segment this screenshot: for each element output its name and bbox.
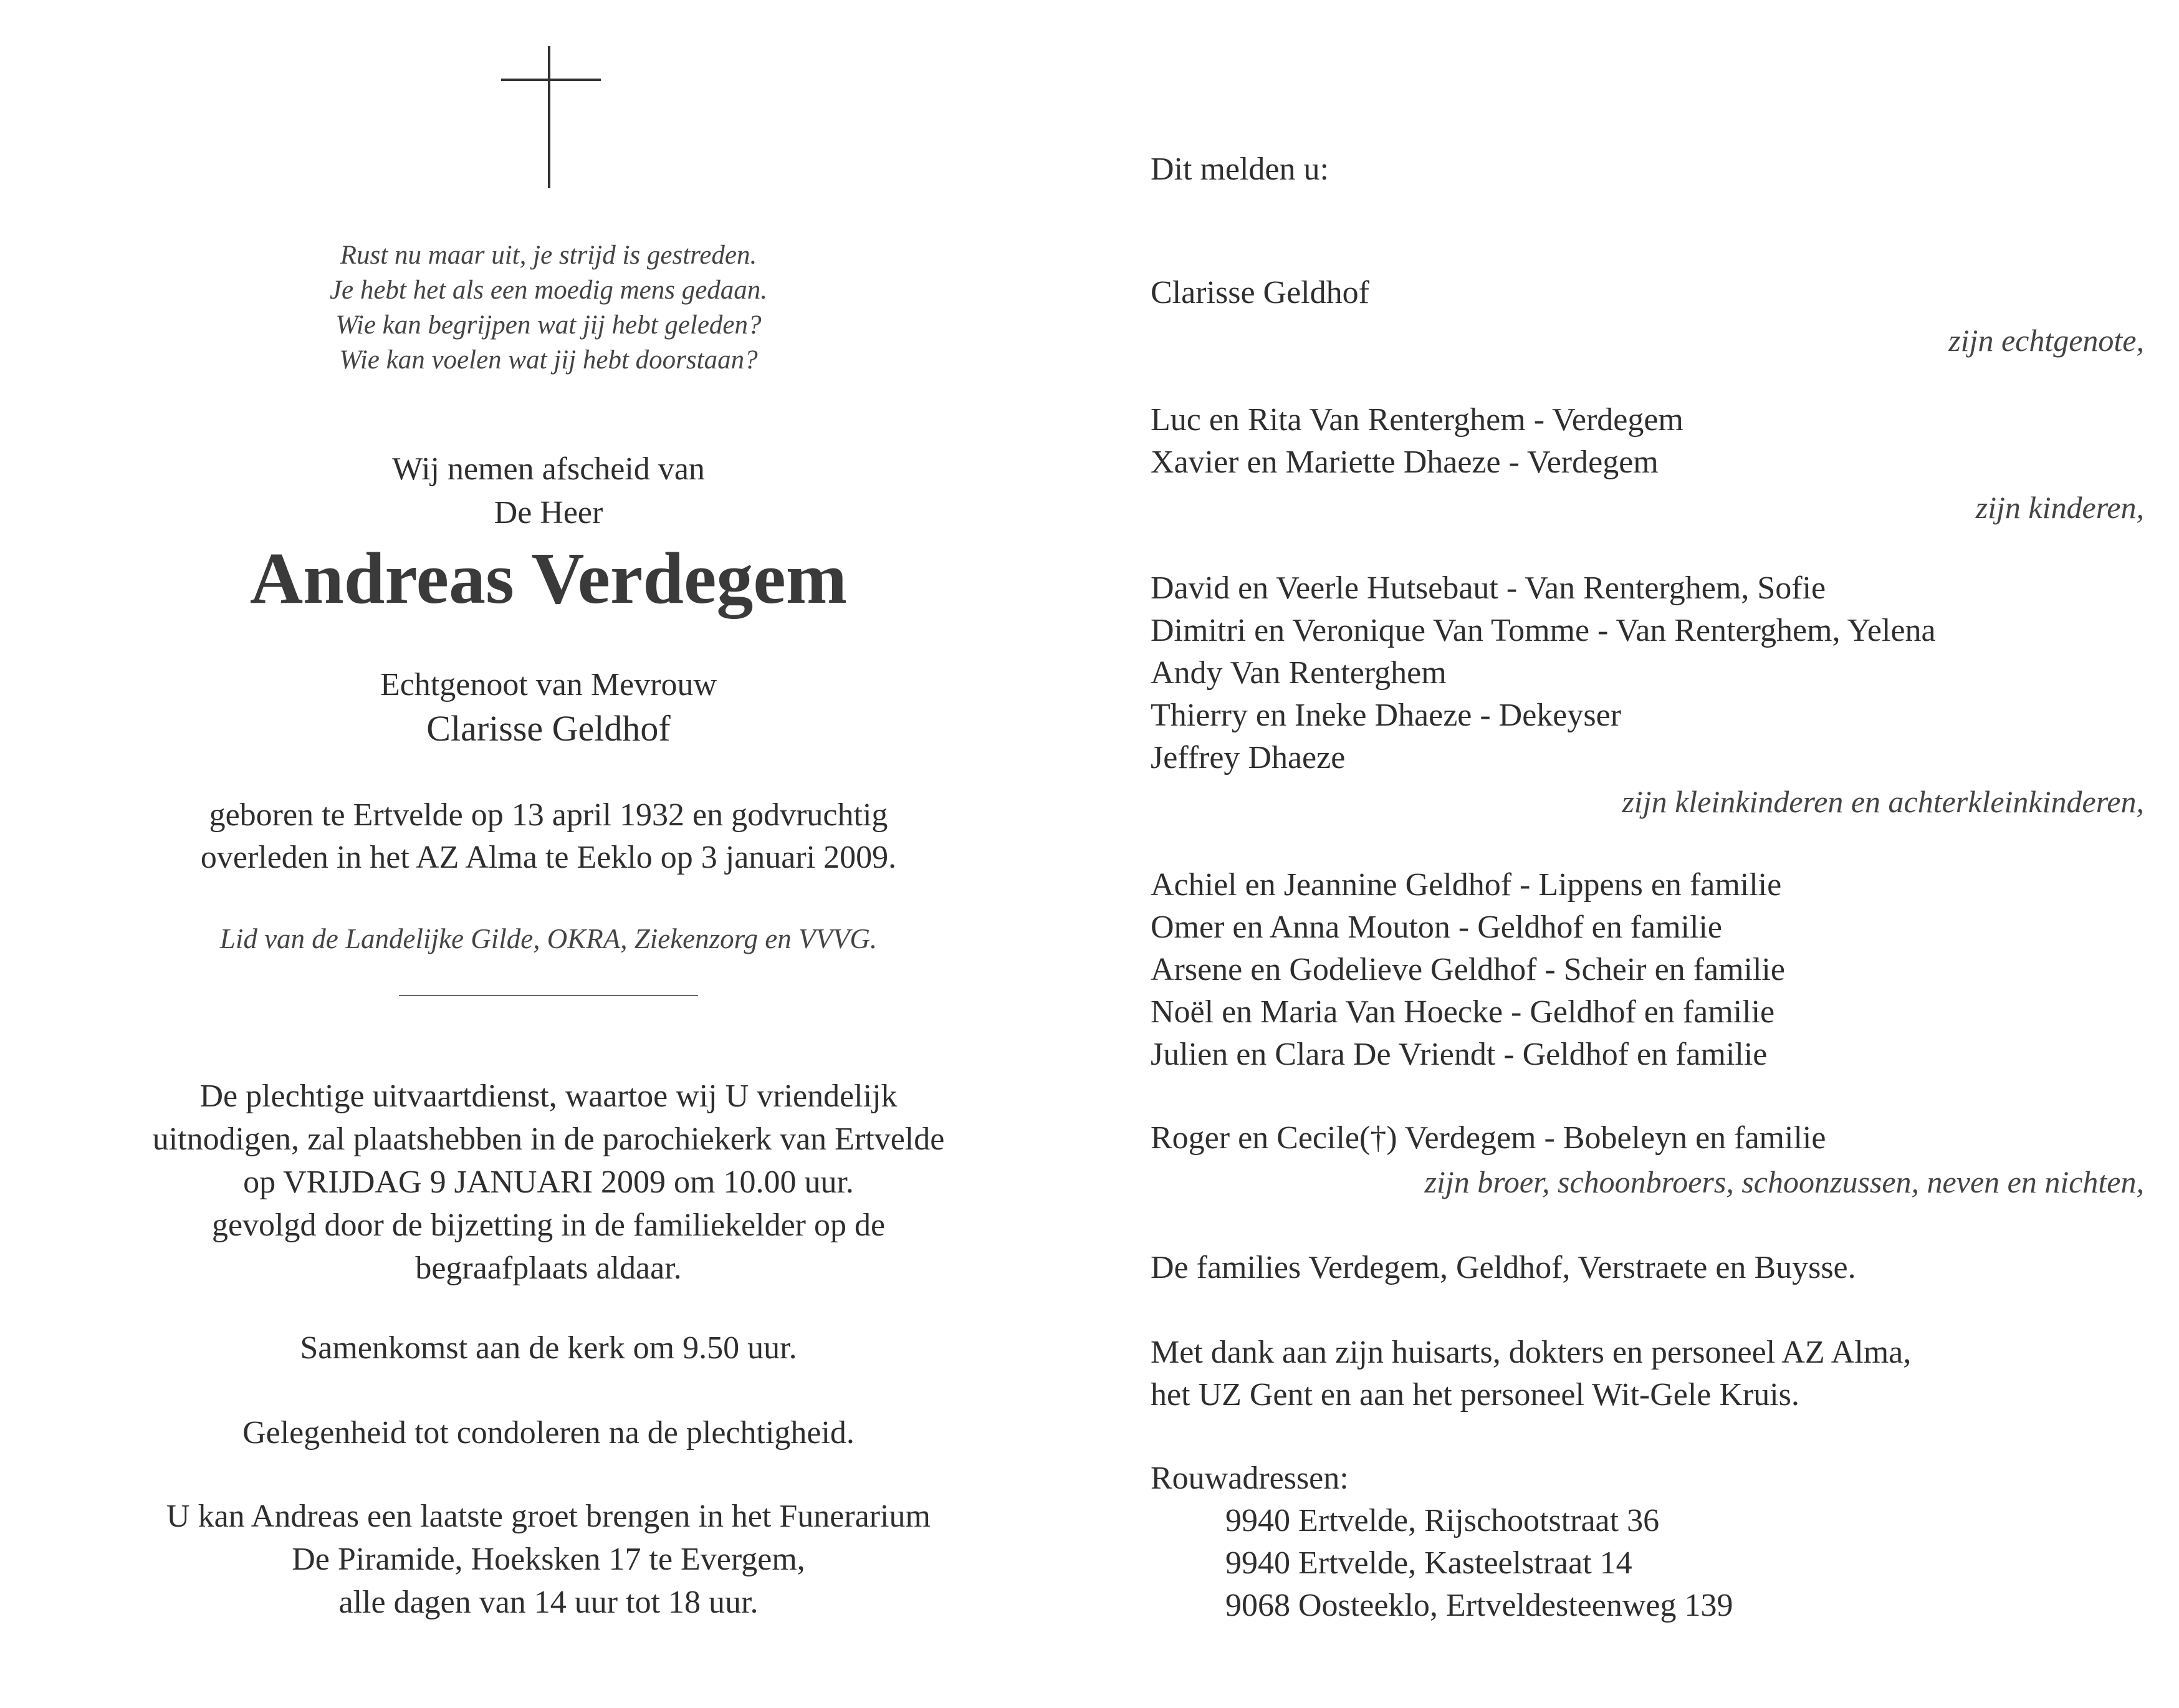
intro-title: De Heer <box>494 495 603 530</box>
announce: Dit melden u: <box>1151 151 1329 187</box>
death-line: overleden in het AZ Alma te Eeklo op 3 januari 2009. <box>200 840 897 875</box>
funeral-line: De plechtige uitvaartdienst, waartoe wij U vriendelijk <box>199 1078 898 1114</box>
spouse-info <box>62 663 1035 751</box>
grandchild-entry: Andy Van Renterghem <box>1151 655 1447 691</box>
visitation-line: alle dagen van 14 uur tot 18 uur. <box>338 1585 759 1620</box>
cross-vertical <box>548 46 550 188</box>
poem-line: Wie kan voelen wat jij hebt doorstaan? <box>339 345 758 375</box>
birth-death-info <box>62 794 1035 879</box>
thanks-line: het UZ Gent en aan het personeel Wit-Gele Kruis. <box>1151 1377 1799 1413</box>
address-item: 9940 Ertvelde, Kasteelstraat 14 <box>1225 1545 1632 1581</box>
child-entry: Luc en Rita Van Renterghem - Verdegem <box>1151 402 1683 438</box>
spouse-label: Echtgenoot van Mevrouw <box>380 667 717 703</box>
birth-line: geboren te Ertvelde op 13 april 1932 en godvruchtig <box>209 797 888 833</box>
cross-horizontal <box>501 79 601 81</box>
gathering: Samenkomst aan de kerk om 9.50 uur. <box>300 1330 797 1366</box>
poem-line: Wie kan begrijpen wat jij hebt geleden? <box>335 310 762 340</box>
brother-entry: Roger en Cecile(†) Verdegem - Bobeleyn en familie <box>1151 1120 1826 1156</box>
brother-role: zijn broer, schoonbroers, schoonzussen, neven en nichten, <box>1424 1164 2144 1199</box>
address-item: 9940 Ertvelde, Rijschootstraat 36 <box>1225 1503 1660 1538</box>
poem <box>62 238 1035 378</box>
funeral-details <box>62 1075 1035 1290</box>
inlaw-entry: Achiel en Jeannine Geldhof - Lippens en familie <box>1151 867 1782 903</box>
funeral-line: begraafplaats aldaar. <box>415 1250 682 1286</box>
funeral-line: op VRIJDAG 9 JANUARI 2009 om 10.00 uur. <box>243 1164 854 1200</box>
membership: Lid van de Landelijke Gilde, OKRA, Ziekenzorg en VVVG. <box>219 923 878 954</box>
spouse-name: Clarisse Geldhof <box>426 708 671 749</box>
visitation <box>62 1495 1035 1624</box>
funeral-line: gevolgd door de bijzetting in de familiekelder op de <box>211 1207 886 1243</box>
families-line: De families Verdegem, Geldhof, Verstraete en Buysse. <box>1151 1250 1856 1285</box>
inlaw-entry: Omer en Anna Mouton - Geldhof en familie <box>1151 909 1722 945</box>
visitation-line: De Piramide, Hoeksken 17 te Evergem, <box>292 1542 805 1577</box>
inlaw-entry: Noël en Maria Van Hoecke - Geldhof en familie <box>1151 994 1775 1030</box>
child-entry: Xavier en Mariette Dhaeze - Verdegem <box>1151 444 1659 480</box>
grandchild-entry: Dimitri en Veronique Van Tomme - Van Renterghem, Yelena <box>1151 613 1936 648</box>
grandchild-entry: Thierry en Ineke Dhaeze - Dekeyser <box>1151 698 1622 733</box>
farewell-intro <box>62 448 1035 535</box>
children-role: zijn kinderen, <box>1975 490 2144 525</box>
deceased-name: Andreas Verdegem <box>249 537 848 619</box>
funeral-line: uitnodigen, zal plaatshebben in de parochiekerk van Ertvelde <box>152 1121 945 1157</box>
grandchild-entry: David en Veerle Hutsebaut - Van Renterghem, Sofie <box>1151 570 1826 606</box>
address-item: 9068 Oosteeklo, Ertveldesteenweg 139 <box>1225 1588 1733 1623</box>
intro-line: Wij nemen afscheid van <box>392 451 705 487</box>
poem-line: Je hebt het als een moedig mens gedaan. <box>329 276 768 305</box>
inlaw-entry: Julien en Clara De Vriendt - Geldhof en familie <box>1151 1037 1768 1072</box>
grandchildren-role: zijn kleinkinderen en achterkleinkinderen, <box>1622 784 2144 819</box>
spouse-family-name: Clarisse Geldhof <box>1151 275 1369 310</box>
addresses-label: Rouwadressen: <box>1151 1461 1349 1496</box>
grandchild-entry: Jeffrey Dhaeze <box>1151 740 1346 775</box>
thanks-line: Met dank aan zijn huisarts, dokters en personeel AZ Alma, <box>1151 1335 1912 1370</box>
divider <box>399 995 698 996</box>
inlaw-entry: Arsene en Godelieve Geldhof - Scheir en familie <box>1151 952 1785 987</box>
poem-line: Rust nu maar uit, je strijd is gestreden. <box>340 241 757 270</box>
visitation-line: U kan Andreas een laatste groet brengen in het Funerarium <box>166 1499 931 1534</box>
spouse-role: zijn echtgenote, <box>1948 323 2144 358</box>
condolence: Gelegenheid tot condoleren na de plechtigheid. <box>242 1415 855 1451</box>
